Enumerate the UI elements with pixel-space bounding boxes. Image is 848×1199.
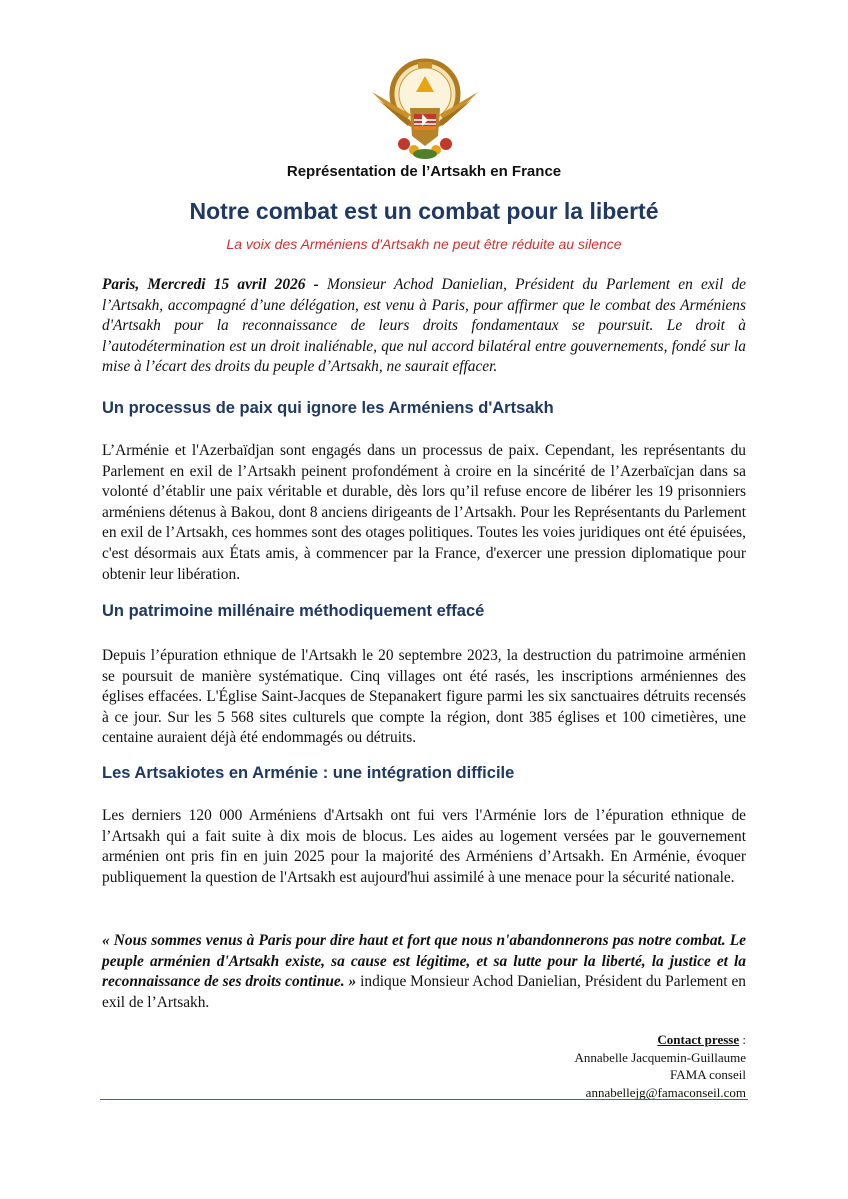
footer-divider xyxy=(100,1099,748,1100)
section-body-peace-process: L’Arménie et l'Azerbaïdjan sont engagés dans un processus de paix. Cependant, les représentants du Parlement en exil de l’Artsakh peinent profondément à croire en la sincérité de l’Azerbaïcjan dans sa volonté d’établir une paix véritable et durable, dès lors qu’il refuse encore de libérer les 19 prisonniers arméniens détenus à Bakou, dont 8 anciens dirigeants de l’Artsakh. Pour les Représentants du Parlement en exil de l’Artsakh, ces hommes sont des otages politiques. Toutes les voies juridiques ont été épuisées, c'est désormais aux États amis, à commencer par la France, d'exercer une pression diplomatique pour obtenir leur libération. xyxy=(102,442,746,583)
section-heading-heritage: Un patrimoine millénaire méthodiquement effacé xyxy=(102,602,485,620)
artsakh-coat-of-arms-icon xyxy=(364,52,486,162)
contact-name: Annabelle Jacquemin-Guillaume xyxy=(574,1049,746,1065)
contact-label: Contact presse xyxy=(657,1032,740,1047)
contact-email[interactable]: annabellejg@famaconseil.com xyxy=(585,1084,746,1100)
section-body-heritage: Depuis l’épuration ethnique de l'Artsakh le 20 septembre 2023, la destruction du patrimoine arménien se poursuit de manière systématique. Cinq villages ont été rasés, les inscriptions arméniennes des églises effacées. L'Église Saint-Jacques de Stepanakert figure parmi les six sanctuaires détruits recensés à ce jour. Sur les 5 568 sites culturels que compte la région, dont 385 églises et 100 cimetières, une centaine auraient déjà été endommagés ou détruits. xyxy=(102,647,746,747)
intro-paragraph xyxy=(102,275,746,378)
contact-label-suffix: : xyxy=(739,1032,746,1047)
quote-text: « Nous sommes venus à Paris pour dire haut et fort que nous n'abandonnerons pas notre combat. Le peuple arménien d'Artsakh existe, sa cause est légitime, et sa lutte pour la liberté, la justice et la reconnaissance de ses droits continue. » xyxy=(102,932,746,991)
page-subtitle: La voix des Arméniens d'Artsakh ne peut être réduite au silence xyxy=(226,236,622,252)
coat-of-arms-logo xyxy=(364,52,486,162)
organization-name: Représentation de l’Artsakh en France xyxy=(286,163,562,180)
quote-attribution: indique Monsieur Achod Danielian, Président du Parlement en exil de l’Artsakh. xyxy=(102,973,747,1011)
contact-company: FAMA conseil xyxy=(670,1067,746,1082)
dateline: Paris, Mercredi 15 avril 2026 - xyxy=(102,276,319,293)
section-heading-integration: Les Artsakiotes en Arménie : une intégration difficile xyxy=(102,764,515,782)
quote-paragraph xyxy=(102,931,746,1013)
section-heading-peace-process: Un processus de paix qui ignore les Arméniens d'Artsakh xyxy=(102,399,554,417)
section-body-integration: Les derniers 120 000 Arméniens d'Artsakh ont fui vers l'Arménie lors de l’épuration ethnique de l’Artsakh qui a fait suite à dix mois de blocus. Les aides au logement versées par le gouvernement arménien ont pris fin en juin 2025 pour la majorité des Arméniens d’Artsakh. En Arménie, évoquer publiquement la question de l'Artsakh est aujourd'hui assimilé à une menace pour la sécurité nationale. xyxy=(102,807,746,886)
intro-text: Monsieur Achod Danielian, Président du Parlement en exil de l’Artsakh, accompagné d’une délégation, est venu à Paris, pour affirmer que le combat des Arméniens d'Artsakh pour la reconnaissance de leurs droits fondamentaux se poursuit. Le droit à l’autodétermination est un droit inaliénable, que nul accord bilatéral entre gouvernements, fondé sur la mise à l’écart des droits du peuple d’Artsakh, ne saurait effacer. xyxy=(102,276,746,376)
press-contact xyxy=(575,1031,746,1101)
page-title: Notre combat est un combat pour la liberté xyxy=(189,198,659,224)
